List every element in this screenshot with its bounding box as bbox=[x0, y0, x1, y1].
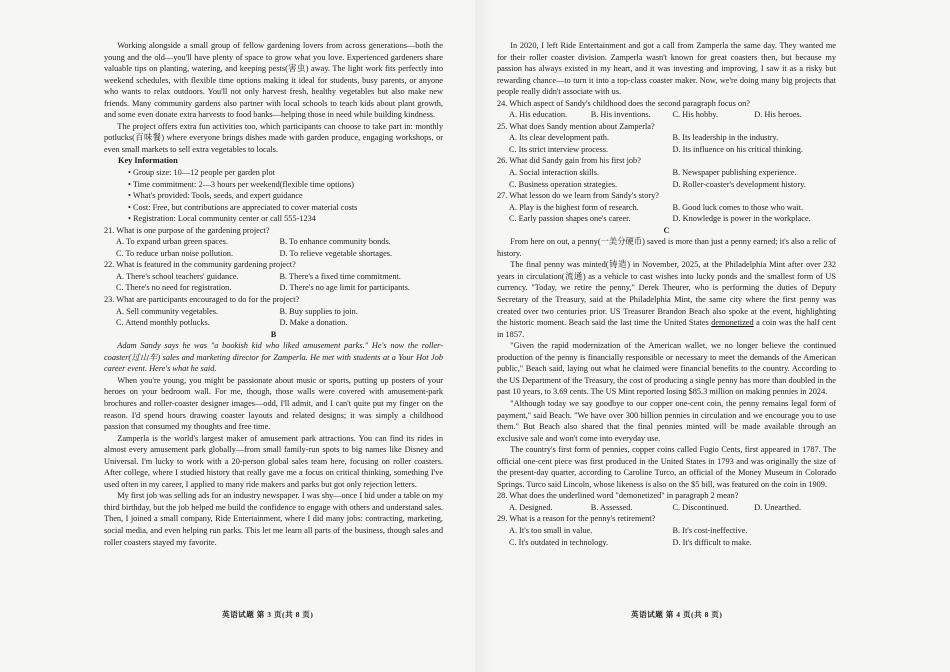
passage-b-intro: Adam Sandy says he was "a bookish kid who liked amusement parks." He's now the roller-coaster(过山车) sales and marketing director for Zamperla. He met with students at a Your Hot Job career event. Here's what he said. bbox=[104, 341, 443, 374]
option: C. Discontinued. bbox=[672, 502, 729, 512]
option: C. Attend monthly potlucks. bbox=[116, 318, 210, 328]
section-c-heading: C bbox=[663, 225, 670, 235]
question-21-options bbox=[116, 248, 443, 260]
paragraph-text: a coin was the half cent in 1857. bbox=[497, 318, 837, 339]
passage-a-paragraph-2: The project offers extra fun activities too, which participants can choose to take part in: monthly potlucks(百味餐) where everyone brings dishes made with garden produce, engaging workshops, or even small markets to sell extra vegetables to locals. bbox=[104, 121, 443, 154]
passage-c-paragraph-1: From here on out, a penny(一美分硬币) saved is more than just a penny earned; it's also a relic of history. bbox=[497, 237, 836, 258]
option: B. Good luck comes to those who wait. bbox=[672, 202, 804, 212]
question-26-options bbox=[509, 167, 836, 179]
question-29: 29. What is a reason for the penny's retirement? bbox=[497, 514, 656, 524]
option: B. To enhance community bonds. bbox=[279, 237, 391, 247]
question-22: 22. What is featured in the community gardening project? bbox=[104, 260, 296, 270]
option: D. Knowledge is power in the workplace. bbox=[672, 214, 811, 224]
option: D. Make a donation. bbox=[279, 318, 348, 328]
section-b-heading: B bbox=[270, 329, 277, 339]
option: B. There's a fixed time commitment. bbox=[279, 271, 401, 281]
key-item: • Group size: 10—12 people per garden plot bbox=[128, 168, 275, 178]
option: A. Its clear development path. bbox=[509, 133, 609, 143]
question-27-options bbox=[509, 202, 836, 214]
question-29-options bbox=[509, 525, 836, 537]
left-column bbox=[104, 40, 443, 548]
passage-c-paragraph-4: "Although today we say goodbye to our copper one-cent coin, the penny remains legal form of payment," said Beach. "We have over 300 billion pennies in circulation and we encourage you to use them." But Beach also shared that the final pennies minted will be made available through an exclusive sale and won't come into everyday use. bbox=[497, 398, 836, 443]
question-26: 26. What did Sandy gain from his first job? bbox=[497, 156, 641, 166]
option: B. His inventions. bbox=[590, 110, 651, 120]
page-gutter bbox=[475, 0, 493, 672]
option: A. His education. bbox=[509, 110, 568, 120]
question-24-options bbox=[509, 109, 836, 121]
passage-a-paragraph-1: Working alongside a small group of fellow gardening lovers from across generations—both the young and the old—you'll have plenty of space to grow what you love. Experienced gardeners share valuable tips on planting, watering, and keeping pests(害虫) away. The light work fits perfectly into weekend schedules, with flexible time options making it ideal for students, busy parents, or anyone who wants to relax outdoors. You'll not only harvest fresh, healthy vegetables but also make new friends. Many community gardens also partner with local schools to teach kids about plant growth, and some even donate extra harvests to food banks—helping those in need while building kindness. bbox=[104, 41, 443, 120]
question-28: 28. What does the underlined word "demonetized" in paragraph 2 mean? bbox=[497, 491, 739, 501]
question-25-options bbox=[509, 132, 836, 144]
option: A. To expand urban green spaces. bbox=[116, 237, 228, 247]
passage-b-paragraph-2: Zamperla is the world's largest maker of amusement park attractions. You can find its rides in almost every amusement park globally—from small family-run spots to big names like Disney and Universal. I'm lucky to work with a 20-person global sales team here, focusing on roller coasters. After college, where I studied history that really gave me a focus on critical thinking, something I've used often in my career, I applied to many ride makers and parks but got only rejection letters. bbox=[104, 433, 443, 489]
key-item: • What's provided: Tools, seeds, and expert guidance bbox=[128, 191, 303, 201]
question-23-options bbox=[116, 306, 443, 318]
question-26-options bbox=[509, 179, 836, 191]
option: A. Social interaction skills. bbox=[509, 168, 600, 178]
key-item: • Time commitment: 2—3 hours per weekend(flexible time options) bbox=[128, 179, 354, 189]
option: D. There's no age limit for participants. bbox=[279, 283, 410, 293]
option: C. Business operation strategies. bbox=[509, 179, 618, 189]
question-24: 24. Which aspect of Sandy's childhood does the second paragraph focus on? bbox=[497, 98, 750, 108]
passage-b-paragraph-3: My first job was selling ads for an industry newspaper. I was shy—once I hid under a table on my third birthday, but the job helped me build the confidence to engage with others and understand sales. Then, I joined a small company, Ride Entertainment, where I did many jobs: contracting, marketing, social media, and even helping run parks. This let me learn all parts of the business, though sales and roller coasters stayed my favorite. bbox=[104, 491, 443, 547]
option: C. Early passion shapes one's career. bbox=[509, 214, 631, 224]
question-21: 21. What is one purpose of the gardening project? bbox=[104, 225, 270, 235]
right-column bbox=[497, 40, 836, 548]
option: A. There's school teachers' guidance. bbox=[116, 271, 239, 281]
underlined-word: demonetized bbox=[711, 318, 754, 328]
question-22-options bbox=[116, 271, 443, 283]
option: C. His hobby. bbox=[672, 110, 719, 120]
option: D. Its influence on his critical thinking. bbox=[672, 144, 803, 154]
passage-b-paragraph-4: In 2020, I left Ride Entertainment and got a call from Zamperla the same day. They wanted me for their roller coaster division. Zamperla wasn't known for great coasters then, but because my passion has always existed in my heart, and it was investing and improving, I saw it as a risky but rewarding chance—to turn it into a top-class coaster maker. Now, we're doing many big projects that people really didn't associate with us. bbox=[497, 41, 836, 97]
option: C. It's outdated in technology. bbox=[509, 537, 609, 547]
option: A. It's too small in value. bbox=[509, 525, 593, 535]
question-25-options bbox=[509, 144, 836, 156]
question-23: 23. What are participants encouraged to do for the project? bbox=[104, 295, 300, 305]
page-footer: 英语试题 第 4 页(共 8 页) bbox=[631, 610, 723, 619]
option: D. It's difficult to make. bbox=[672, 537, 752, 547]
right-page bbox=[475, 0, 950, 672]
question-27-options bbox=[509, 213, 836, 225]
question-22-options bbox=[116, 282, 443, 294]
option: B. It's cost-ineffective. bbox=[672, 525, 748, 535]
option: D. To relieve vegetable shortages. bbox=[279, 248, 393, 258]
key-item: • Registration: Local community center or call 555-1234 bbox=[128, 214, 316, 224]
option: C. To reduce urban noise pollution. bbox=[116, 248, 234, 258]
question-28-options bbox=[509, 502, 836, 514]
question-29-options bbox=[509, 537, 836, 549]
question-25: 25. What does Sandy mention about Zamperla? bbox=[497, 121, 655, 131]
option: B. Assessed. bbox=[590, 502, 633, 512]
question-27: 27. What lesson do we learn from Sandy's story? bbox=[497, 191, 659, 201]
option: A. Sell community vegetables. bbox=[116, 306, 219, 316]
key-item: • Cost: Free, but contributions are appreciated to cover material costs bbox=[128, 202, 358, 212]
option: B. Its leadership in the industry. bbox=[672, 133, 779, 143]
key-information bbox=[118, 155, 443, 224]
question-21-options bbox=[116, 236, 443, 248]
option: D. Unearthed. bbox=[754, 502, 802, 512]
option: A. Designed. bbox=[509, 502, 553, 512]
passage-c-paragraph-3: "Given the rapid modernization of the American wallet, we no longer believe the continued production of the penny is financially responsible or necessary to meet the demands of the American public," Beach said, laying out what he claimed were financial benefits to the country. According to the US Department of the Treasury, the cost of producing a single penny has more than doubled in the past 10 years, to 3.69 cents. The US Mint reported losing $85.3 million on making pennies in 2024. bbox=[497, 341, 836, 397]
option: B. Buy supplies to join. bbox=[279, 306, 358, 316]
passage-c-paragraph-5: The country's first form of pennies, copper coins called Fugio Cents, first appeared in 1787. The official one-cent piece was first produced in the United States in 1793 and was originally the size of the present-day quarter, according to Caroline Turco, an official of the Money Museum in Colorado Springs. Turco said Lincoln, whose likeness is also on the $5 bill, was featured on the coin in 1909. bbox=[497, 445, 836, 489]
paragraph-text: The final penny was minted(铸造) in November, 2025, at the Philadelphia Mint after over 232 years in circulation(流通) as a vehicle to cast wishes into lucky ponds and the smallest form of US currency. "Today, we retire the penny," Derek Theurer, who is performing the duties of Deputy Secretary of the Treasury, said at the Philadelphia Mint, the same city where the first penny was created over two centuries prior. US Treasurer Brandon Beach also spoke at the event, highlighting the historic moment. Beach said the last time the United States bbox=[497, 260, 836, 328]
passage-c-paragraph-2 bbox=[497, 259, 836, 340]
option: D. Roller-coaster's development history. bbox=[672, 179, 806, 189]
option: A. Play is the highest form of research. bbox=[509, 202, 639, 212]
passage-b-paragraph-1: When you're young, you might be passionate about music or sports, putting up posters of your heroes on your bedroom wall. For me, though, those walls were covered with amusement-park brochures and roller-coaster designer images—odd, I'll admit, and I can't quite put my finger on the reason. I'd spend hours drawing coaster layouts and related designs; it was simply a childhood passion that consumed my thoughts and free time. bbox=[104, 375, 443, 432]
page-footer: 英语试题 第 3 页(共 8 页) bbox=[222, 610, 314, 619]
option: B. Newspaper publishing experience. bbox=[672, 168, 797, 178]
question-23-options bbox=[116, 317, 443, 329]
option: C. There's no need for registration. bbox=[116, 283, 232, 293]
option: C. Its strict interview process. bbox=[509, 144, 609, 154]
option: D. His heroes. bbox=[754, 110, 802, 120]
key-information-heading: Key Information bbox=[118, 156, 178, 166]
